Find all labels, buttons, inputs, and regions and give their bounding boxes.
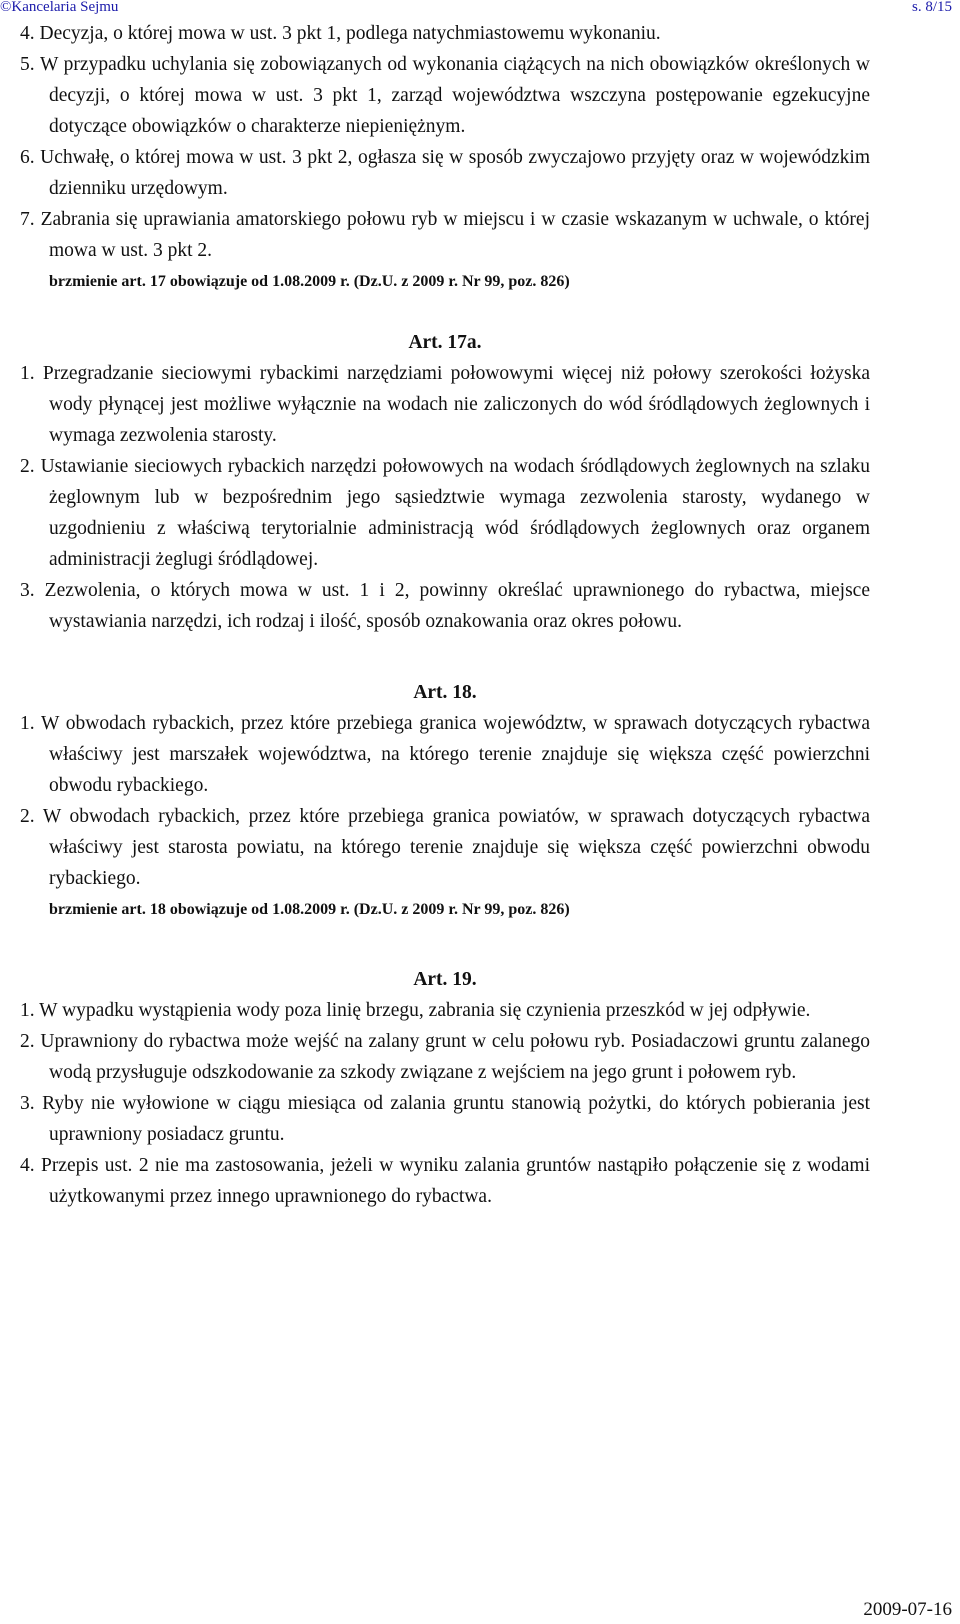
article-heading-19: Art. 19. [413,969,477,990]
document-body [20,18,870,1212]
paragraph-7: 7. Zabrania się uprawiania amatorskiego połowu ryb w miejscu i w czasie wskazanym w uchwale, o której mowa w ust. 3 pkt 2. [20,209,870,261]
paragraph-19-1: 1. W wypadku wystąpienia wody poza linię brzegu, zabrania się czynienia przeszkód w jej odpływie. [20,1000,811,1021]
copyright-label: ©Kancelaria Sejmu [0,0,119,15]
article-heading-18: Art. 18. [413,682,477,703]
paragraph-19-2: 2. Uprawniony do rybactwa może wejść na zalany grunt w celu połowu ryb. Posiadaczowi gruntu zalanego wodą przysługuje odszkodowanie za szkody związane z wejściem na jego grunt i połowem ryb. [20,1031,870,1083]
paragraph-18-2: 2. W obwodach rybackich, przez które przebiega granica powiatów, w sprawach dotyczących rybactwa właściwy jest starosta powiatu, na którego terenie znajduje się większa część powierzchni obwodu rybackiego. [20,806,870,889]
article-heading-17a: Art. 17a. [408,332,482,353]
paragraph-17a-3: 3. Zezwolenia, o których mowa w ust. 1 i 2, powinny określać uprawnionego do rybactwa, miejsce wystawiania narzędzi, ich rodzaj i ilość, sposób oznakowania oraz okres połowu. [20,580,870,632]
paragraph-5: 5. W przypadku uchylania się zobowiązanych od wykonania ciążących na nich obowiązków określonych w decyzji, o której mowa w ust. 3 pkt 1, zarząd województwa wszczyna postępowanie egzekucyjne dotyczące obowiązków o charakterze niepieniężnym. [20,54,870,137]
page-number: s. 8/15 [911,0,952,15]
paragraph-18-1: 1. W obwodach rybackich, przez które przebiega granica województw, w sprawach dotyczących rybactwa właściwy jest marszałek województwa, na którego terenie znajduje się większa część powierzchni obwodu rybackiego. [20,713,870,796]
paragraph-19-4: 4. Przepis ust. 2 nie ma zastosowania, jeżeli w wyniku zalania gruntów nastąpiło połączenie się z wodami użytkowanymi przez innego uprawnionego do rybactwa. [20,1155,870,1207]
amendment-note: brzmienie art. 18 obowiązuje od 1.08.2009 r. (Dz.U. z 2009 r. Nr 99, poz. 826) [49,901,570,918]
paragraph-4: 4. Decyzja, o której mowa w ust. 3 pkt 1, podlega natychmiastowemu wykonaniu. [20,23,661,44]
paragraph-19-3: 3. Ryby nie wyłowione w ciągu miesiąca od zalania gruntu stanowią pożytki, do których pobierania jest uprawniony posiadacz gruntu. [20,1093,870,1145]
paragraph-17a-2: 2. Ustawianie sieciowych rybackich narzędzi połowowych na wodach śródlądowych żeglownych na szlaku żeglownym lub w bezpośrednim jego sąsiedztwie wymaga zezwolenia starosty, wydanego w uzgodnieniu z właściwą terytorialnie administracją wód śródlądowych żeglownych oraz organem administracji żeglugi śródlądowej. [20,456,870,570]
page-header [0,0,960,20]
footer-date: 2009-07-16 [863,1599,952,1620]
paragraph-17a-1: 1. Przegradzanie sieciowymi rybackimi narzędziami połowowymi więcej niż połowy szerokości łożyska wody płynącej jest możliwe wyłącznie na wodach nie zaliczonych do wód śródlądowych żeglownych i wymaga zezwolenia starosty. [20,363,870,446]
paragraph-6: 6. Uchwałę, o której mowa w ust. 3 pkt 2, ogłasza się w sposób zwyczajowo przyjęty oraz w wojewódzkim dzienniku urzędowym. [20,147,870,199]
amendment-note: brzmienie art. 17 obowiązuje od 1.08.2009 r. (Dz.U. z 2009 r. Nr 99, poz. 826) [49,273,570,290]
